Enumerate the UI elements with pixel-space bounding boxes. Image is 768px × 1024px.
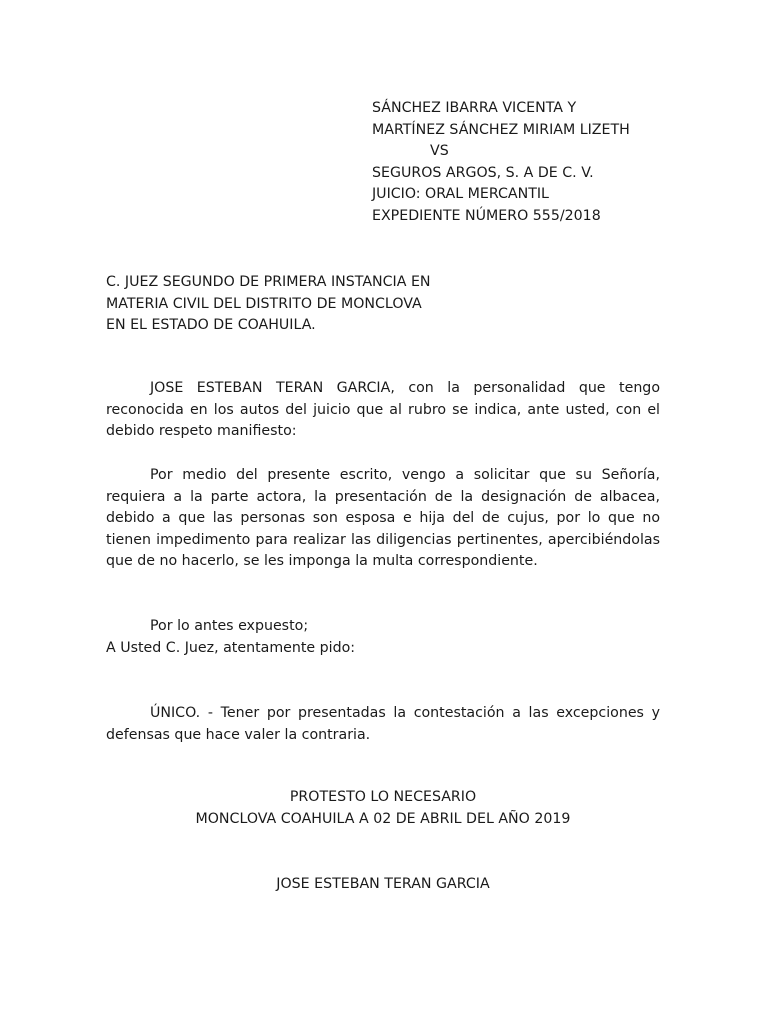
case-caption bbox=[372, 98, 630, 228]
caption-file-number: EXPEDIENTE NÚMERO 555/2018 bbox=[372, 207, 601, 224]
petition-line-1: Por lo antes expuesto; bbox=[150, 618, 309, 634]
intro-name: JOSE ESTEBAN TERAN GARCIA bbox=[150, 380, 391, 396]
petition-line-2: A Usted C. Juez, atentamente pido: bbox=[106, 639, 356, 656]
caption-defendant: SEGUROS ARGOS, S. A DE C. V. bbox=[372, 164, 594, 181]
addressee-line-2: MATERIA CIVIL DEL DISTRITO DE MONCLOVA bbox=[106, 295, 422, 312]
caption-plaintiffs-line-1: SÁNCHEZ IBARRA VICENTA Y bbox=[372, 100, 577, 116]
intro-text: , con la personalidad que tengo reconocida en los autos del juicio que al rubro se indica, ante usted, con el debido respeto manifiesto: bbox=[106, 380, 660, 440]
closing-block bbox=[106, 787, 660, 830]
request-paragraph: Por medio del presente escrito, vengo a solicitar que su Señoría, requiera a la parte actora, la presentación de la designación de albacea, debido a que las personas son esposa e hija del de cujus, por lo que no tienen impedimento para realizar las diligencias pertinentes, apercibiéndolas que de no hacerlo, se les imponga la multa correspondiente. bbox=[106, 467, 660, 570]
unico-paragraph bbox=[106, 703, 660, 746]
closing-line-1: PROTESTO LO NECESARIO bbox=[289, 789, 477, 805]
petition-block bbox=[106, 616, 660, 659]
addressee-line-3: EN EL ESTADO DE COAHUILA. bbox=[106, 317, 316, 334]
unico-label: ÚNICO. bbox=[150, 705, 201, 721]
unico-text: - Tener por presentadas la contestación a las excepciones y defensas que hace valer la contraria. bbox=[106, 705, 660, 743]
intro-paragraph bbox=[106, 378, 660, 443]
addressee-block bbox=[106, 272, 431, 337]
caption-trial-type: JUICIO: ORAL MERCANTIL bbox=[372, 186, 549, 203]
closing-line-2: MONCLOVA COAHUILA A 02 DE ABRIL DEL AÑO 2019 bbox=[195, 810, 571, 827]
addressee-line-1: C. JUEZ SEGUNDO DE PRIMERA INSTANCIA EN bbox=[106, 274, 431, 290]
caption-versus: VS bbox=[430, 143, 449, 160]
signature-name: JOSE ESTEBAN TERAN GARCIA bbox=[276, 876, 490, 892]
caption-plaintiffs-line-2: MARTÍNEZ SÁNCHEZ MIRIAM LIZETH bbox=[372, 121, 630, 138]
